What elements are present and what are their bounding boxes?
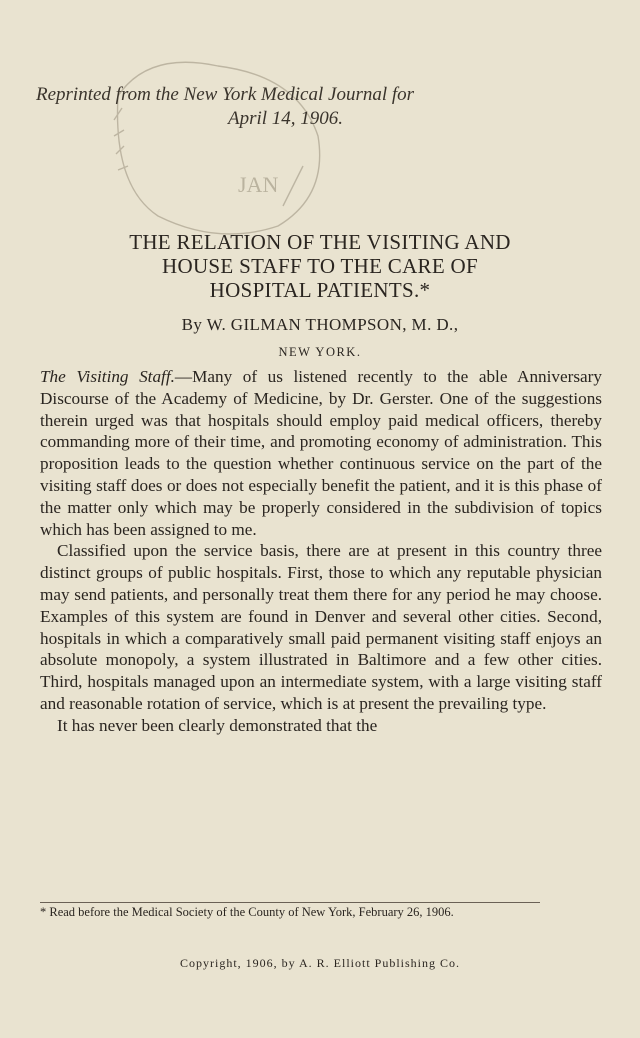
stamp-mark xyxy=(283,166,303,206)
author-location: NEW YORK. xyxy=(278,345,362,359)
title-line: THE RELATION OF THE VISITING AND xyxy=(129,230,511,254)
title-line: HOSPITAL PATIENTS.* xyxy=(209,278,431,302)
copyright-line: Copyright, 1906, by A. R. Elliott Publishing Co. xyxy=(179,956,461,970)
paragraph: It has never been clearly demonstrated that the xyxy=(57,715,378,735)
article-title xyxy=(0,230,640,302)
library-stamp xyxy=(108,56,328,236)
footnote: * Read before the Medical Society of the County of New York, February 26, 1906. xyxy=(40,905,454,919)
stamp-text: JAN xyxy=(238,172,279,197)
reprint-date: April 14, 1906. xyxy=(228,108,344,129)
paragraph-text: —Many of us listened recently to the able Anniversary Discourse of the Academy of Medicine, by Dr. Gerster. One of the suggestions therein urged was that hospitals should employ paid medical officers, thereby commanding more of their time, and promoting economy of administration. This proposition leads to the question whether continuous service on the part of the visiting staff does or does not especially benefit the patient, and it is this phase of the matter only which may be properly considered in the subdivision of topics which has been assigned to me. xyxy=(40,367,602,539)
paragraph: Classified upon the service basis, there are at present in this country three distinct groups of public hospitals. First, those to which any reputable physician may send patients, and personally treat them there for any period he may choose. Examples of this system are found in Denver and several other cities. Second, hospitals in which a comparatively small paid permanent visiting staff enjoys an absolute monopoly, a system illustrated in Baltimore and a few other cities. Third, hospitals managed upon an intermediate system, with a large visiting staff and reasonable rotation of service, which is at present the prevailing type. xyxy=(40,541,602,713)
section-heading: The Visiting Staff. xyxy=(40,367,175,386)
footnote-rule xyxy=(40,902,540,903)
article-body xyxy=(40,366,602,737)
title-line: HOUSE STAFF TO THE CARE OF xyxy=(162,254,478,278)
stamp-marks xyxy=(114,108,128,170)
paragraph xyxy=(40,366,602,540)
reprint-line: Reprinted from the New York Medical Journal for xyxy=(36,84,415,105)
author-byline: By W. GILMAN THOMPSON, M. D., xyxy=(181,315,459,334)
